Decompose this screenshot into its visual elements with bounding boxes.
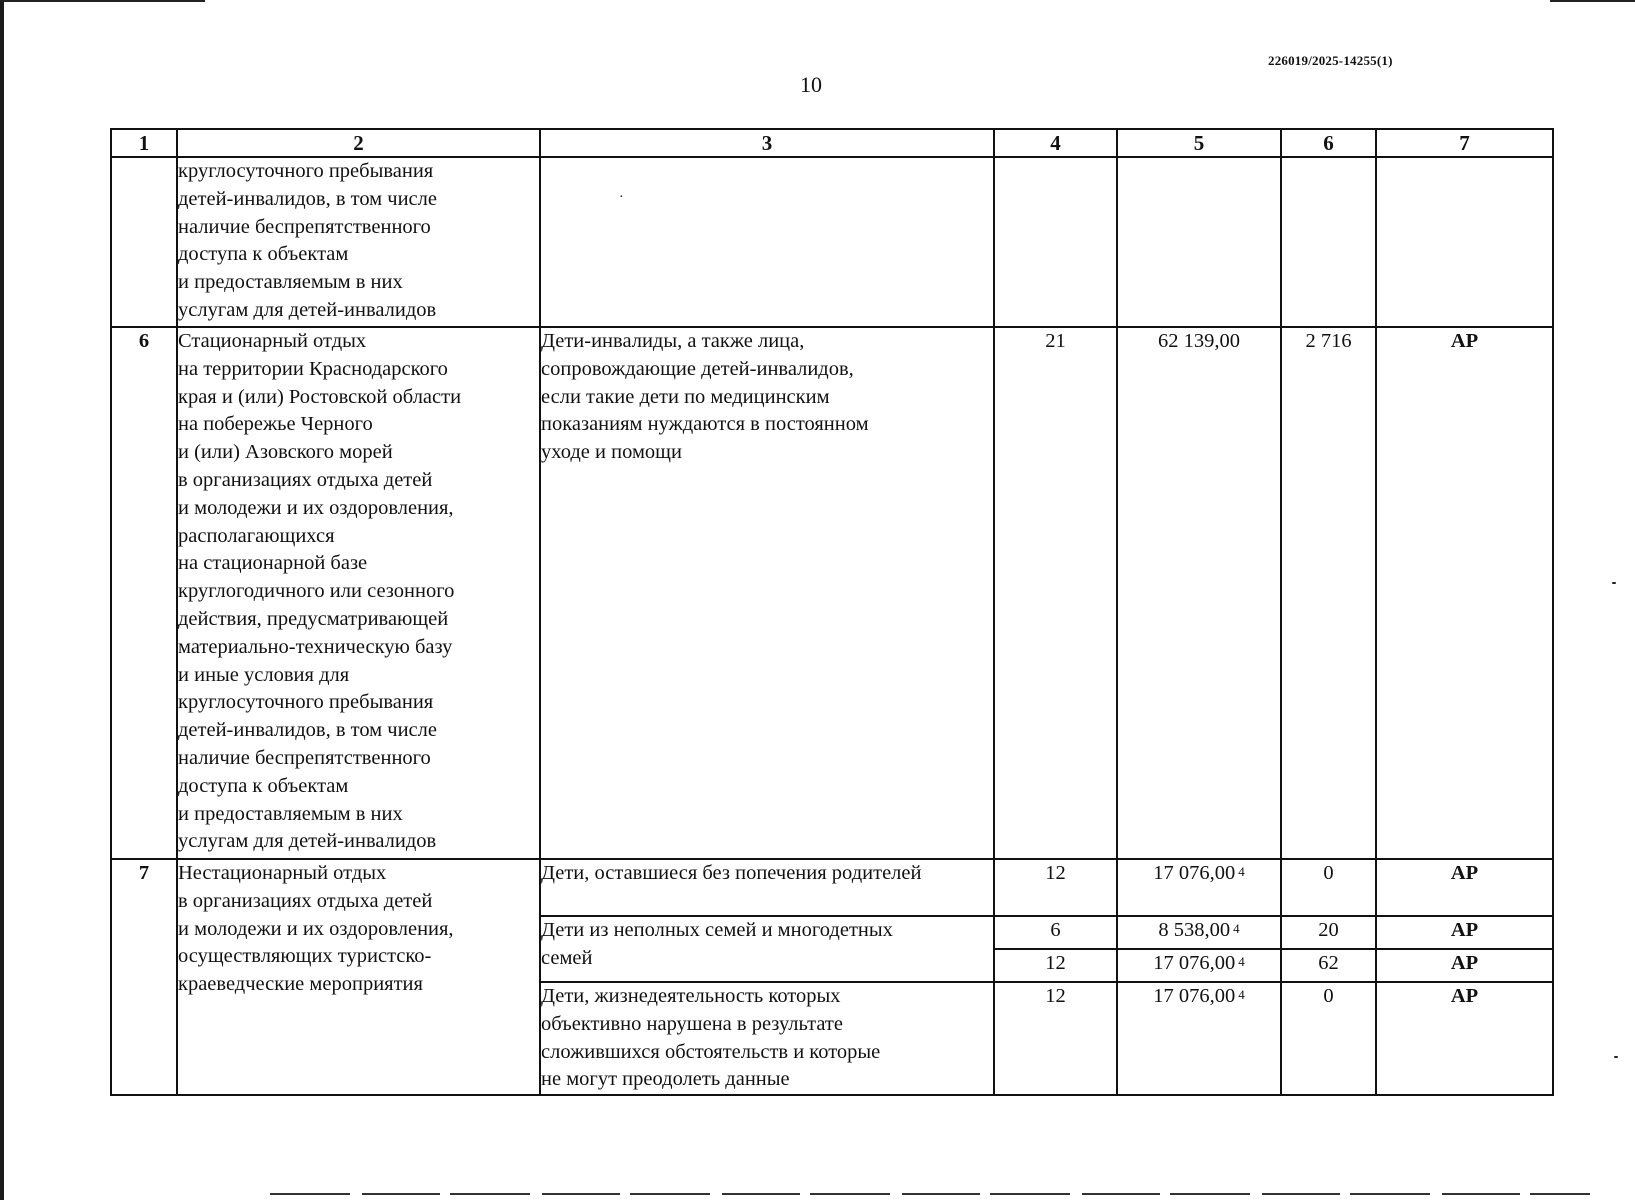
column-header: 6: [1281, 129, 1376, 157]
cost-cell: [1117, 916, 1281, 949]
value-cell: [994, 157, 1117, 327]
duration-cell: 12: [994, 949, 1117, 982]
count-cell: 0: [1281, 982, 1376, 1095]
source-cell: АР: [1376, 916, 1553, 949]
cost-value: 17 076,00: [1153, 952, 1236, 974]
footnote-marker: 4: [1233, 921, 1240, 936]
column-header: 1: [111, 129, 177, 157]
category-cell: [540, 157, 994, 327]
value-cell: [1281, 157, 1376, 327]
header-row: [111, 129, 1553, 157]
category-cell: Дети-инвалиды, а также лица, сопровождающие детей-инвалидов, если такие дети по медицинским показаниям нуждаются в постоянном уходе и помощи: [540, 327, 994, 859]
count-cell: 2 716: [1281, 327, 1376, 859]
source-cell: АР: [1376, 327, 1553, 859]
cost-cell: [1117, 859, 1281, 916]
description-cell: Стационарный отдых на территории Краснодарского края и (или) Ростовской области на побережье Черного и (или) Азовского морей в организациях отдыха детей и молодежи и их оздоровления, располагающихся на стационарной базе круглогодичного или сезонного действия, предусматривающей материально-техническую базу и иные условия для круглосуточного пребывания детей-инвалидов, в том числе наличие беспрепятственного доступа к объектам и предоставляемым в них услугам для детей-инвалидов: [177, 327, 540, 859]
duration-cell: 12: [994, 982, 1117, 1095]
scan-edge-top: [0, 0, 205, 2]
row-number-cell: 7: [111, 859, 177, 1095]
duration-cell: 12: [994, 859, 1117, 916]
count-cell: 0: [1281, 859, 1376, 916]
page-number: 10: [800, 72, 822, 97]
count-cell: 62: [1281, 949, 1376, 982]
cost-value: 17 076,00: [1153, 985, 1236, 1007]
table-row-continuation: [111, 157, 1553, 327]
scan-edge-left: [0, 0, 4, 1200]
scan-edge-top: [1550, 0, 1635, 2]
column-header: 7: [1376, 129, 1553, 157]
description-cell: Нестационарный отдых в организациях отдыха детей и молодежи и их оздоровления, осуществляющих туристско- краеведческие мероприятия: [177, 859, 540, 1095]
scan-speck: [1612, 582, 1616, 584]
column-header: 5: [1117, 129, 1281, 157]
category-cell: Дети из неполных семей и многодетных семей: [540, 916, 994, 982]
cost-cell: [1117, 982, 1281, 1095]
source-cell: АР: [1376, 982, 1553, 1095]
column-header: 2: [177, 129, 540, 157]
value-cell: [1117, 157, 1281, 327]
footnote-marker: 4: [1238, 987, 1245, 1002]
cost-value: 8 538,00: [1158, 919, 1231, 941]
column-header: 4: [994, 129, 1117, 157]
cost-value: 17 076,00: [1153, 862, 1236, 884]
row-number-cell: [111, 157, 177, 327]
document-id: 226019/2025-14255(1): [1268, 53, 1393, 68]
services-table: [110, 128, 1554, 1096]
cost-cell: 62 139,00: [1117, 327, 1281, 859]
scan-edge-bottom: [270, 1193, 1590, 1195]
category-cell: Дети, жизнедеятельность которых объективно нарушена в результате сложившихся обстоятельств и которые не могут преодолеть данные: [540, 982, 994, 1095]
description-cell: круглосуточного пребывания детей-инвалидов, в том числе наличие беспрепятственного доступа к объектам и предоставляемым в них услугам для детей-инвалидов: [177, 157, 540, 327]
duration-cell: 6: [994, 916, 1117, 949]
duration-cell: 21: [994, 327, 1117, 859]
count-cell: 20: [1281, 916, 1376, 949]
row-number-cell: 6: [111, 327, 177, 859]
table-row: [111, 327, 1553, 859]
scan-speck: [1614, 1056, 1618, 1058]
source-cell: АР: [1376, 859, 1553, 916]
source-cell: АР: [1376, 949, 1553, 982]
column-header: 3: [540, 129, 994, 157]
table-row: [111, 859, 1553, 916]
stray-mark: ·: [619, 190, 624, 205]
category-cell: Дети, оставшиеся без попечения родителей: [540, 859, 994, 916]
footnote-marker: 4: [1238, 954, 1245, 969]
value-cell: [1376, 157, 1553, 327]
cost-cell: [1117, 949, 1281, 982]
footnote-marker: 4: [1238, 864, 1245, 879]
